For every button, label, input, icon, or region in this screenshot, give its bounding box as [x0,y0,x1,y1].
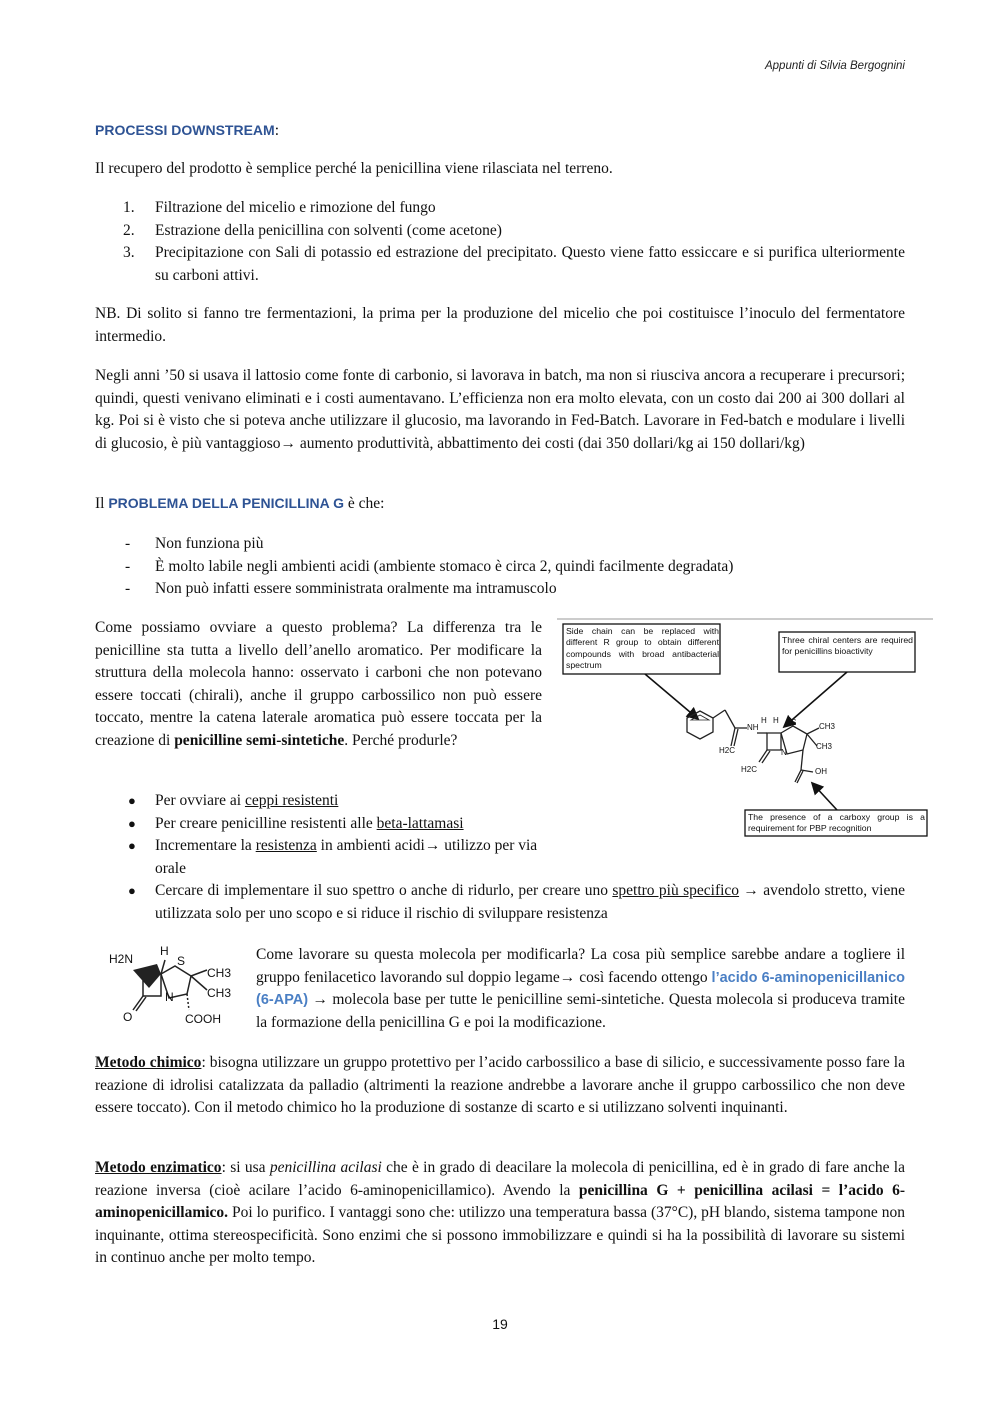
intro-paragraph: Il recupero del prodotto è semplice perché la penicillina viene rilasciata nel terreno. [95,160,613,177]
steps-list [95,197,905,287]
atom-label: N [781,748,787,757]
side-chain-note: Side chain can be replaced with different R group to obtain different compounds with broad antibacterial spectrum [566,626,719,670]
atom-label: H [773,716,779,725]
page-number: 19 [492,1316,508,1332]
problema-heading: Il PROBLEMA DELLA PENICILLINA G è che: [95,495,385,512]
atom-label: H2C [719,746,736,755]
list-item: 2. Estrazione della penicillina con solventi (come acetone) [123,221,502,239]
list-item: - Non può infatti essere somministrata oralmente ma intramuscolo [125,580,557,597]
atom-label: H2C [741,765,758,774]
list-item: ● Incrementare la resistenza in ambienti acidi→ utilizzo per via orale [128,837,538,877]
carboxy-note: The presence of a carboxy group is a requirement for PBP recognition [748,812,925,834]
metodo-chimico-paragraph: Metodo chimico: bisogna utilizzare un gruppo protettivo per l’acido carbossilico a base di silicio, e successivamente posso fare la reazione di idrolisi catalizzata da palladio (altrimenti la reazione andrebbe a lavorare anche il gruppo carbossilico che non deve essere toccato). Con il metodo chimico ho la produzione di sostanze di scarto e si utilizzano solventi inquinanti. [95,1054,905,1116]
reasons-list [95,790,905,925]
list-item: - Non funziona più [125,535,264,552]
atom-label: H [761,716,767,725]
atom-label: CH3 [819,722,836,731]
nb-paragraph: NB. Di solito si fanno tre fermentazioni, la prima per la produzione del micelio che poi costituisce l’inoculo del fermentatore intermedio. [95,305,905,345]
atom-label: NH [747,723,759,732]
atom-label: CH3 [207,966,232,980]
atom-label: CH3 [816,742,833,751]
list-item: 1. Filtrazione del micelio e rimozione del fungo [123,199,436,216]
list-item: ● Per ovviare ai ceppi resistenti [128,792,339,809]
atom-label: S [791,718,797,727]
list-item: ● Cercare di implementare il suo spettro o anche di ridurlo, per creare uno spettro più specifico → avendolo stretto, viene utilizzata solo per uno scopo e si riduce il rischio di sviluppare resistenza [128,882,905,922]
problems-list [95,533,905,601]
list-item: 3. Precipitazione con Sali di potassio ed estrazione del precipitato. Questo viene fatto essiccare e si purifica ulteriormente su carboni attivi. [123,244,905,284]
come-possiamo-paragraph: Come possiamo ovviare a questo problema? La differenza tra le penicilline sta tutta a livello dell’anello aromatico. Per modificare la struttura della molecola hanno: osservato i carboni che non potevano essere toccati (chirali), anche il gruppo carbossilico non può essere toccato, mentre la catena laterale aromatica può essere toccata per la creazione di penicilline semi-sintetiche. Perché produrle? [95,619,542,749]
6-apa-structure [103,944,243,1034]
anni50-paragraph: Negli anni ’50 si usava il lattosio come fonte di carbonio, si lavorava in batch, ma non si riusciva ancora a recuperare i precursori; quindi, questi venivano eliminati e i costi aumentavano. L’efficienza non era molto elevata, con un costo dai 200 ai 300 dollari al kg. Poi si è visto che si poteva anche utilizzare il glucosio, ma lavorando in Fed-Batch. Lavorare in Fed-batch e modulare i livelli di glucosio, è più vantaggioso→ aumento produttività, abbattimento dei costi (dai 350 dollari/kg ai 150 dollari/kg) [95,367,905,452]
atom-label: H2N [109,952,134,966]
come-lavorare-paragraph: Come lavorare su questa molecola per modificarla? La cosa più semplice sarebbe andare a togliere il gruppo fenilacetico lavorando sul doppio legame→ così facendo ottengo l’acido 6-aminopenicillanico (6-APA) → molecola base per tutte le penicilline semi-sintetiche. Questa molecola si produceva tramite la formazione della penicillina G e poi la modificazione. [256,946,905,1031]
problema-title: PROBLEMA DELLA PENICILLINA G [108,495,345,511]
list-item: - È molto labile negli ambienti acidi (ambiente stomaco è circa 2, quindi facilmente degradata) [125,557,734,575]
atom-label: COOH [185,1012,221,1026]
chiral-centers-note: Three chiral centers are required for penicillins bioactivity [782,635,913,657]
atom-label: O [123,1010,133,1024]
list-item: ● Per creare penicilline resistenti alle beta-lattamasi [128,814,464,832]
metodo-enzimatico-title: Metodo enzimatico [95,1159,222,1176]
page-header: Appunti di Silvia Bergognini [764,60,905,72]
atom-label: N [165,990,174,1004]
atom-label: OH [815,767,827,776]
section-title-text: PROCESSI DOWNSTREAM [95,122,275,138]
section-title: PROCESSI DOWNSTREAM: [95,122,279,139]
atom-label: S [177,954,186,968]
metodo-chimico-title: Metodo chimico [95,1054,202,1071]
6-apa-highlight: l’acido 6-aminopenicillanico (6-APA) [256,969,905,1008]
metodo-enzimatico-paragraph: Metodo enzimatico: si usa penicillina acilasi che è in grado di deacilare la molecola di penicillina, ed è in grado di fare anche la reazione inversa (cioè acilare l’acido 6-aminopenicillamico). Avendo la penicillina G + penicillina acilasi = l’acido 6-aminopenicillamico. Poi lo purifico. I vantaggi sono che: utilizzo una temperatura bassa (37°C), pH blando, sistema tampone non inquinante, ottima stereospecificità. Sono enzimi che si possono immobilizzare e quindi si ha la possibilità di lavorare su sistemi in continuo anche per molto tempo. [95,1159,905,1266]
atom-label: CH3 [207,986,232,1000]
atom-label: H [160,944,169,958]
